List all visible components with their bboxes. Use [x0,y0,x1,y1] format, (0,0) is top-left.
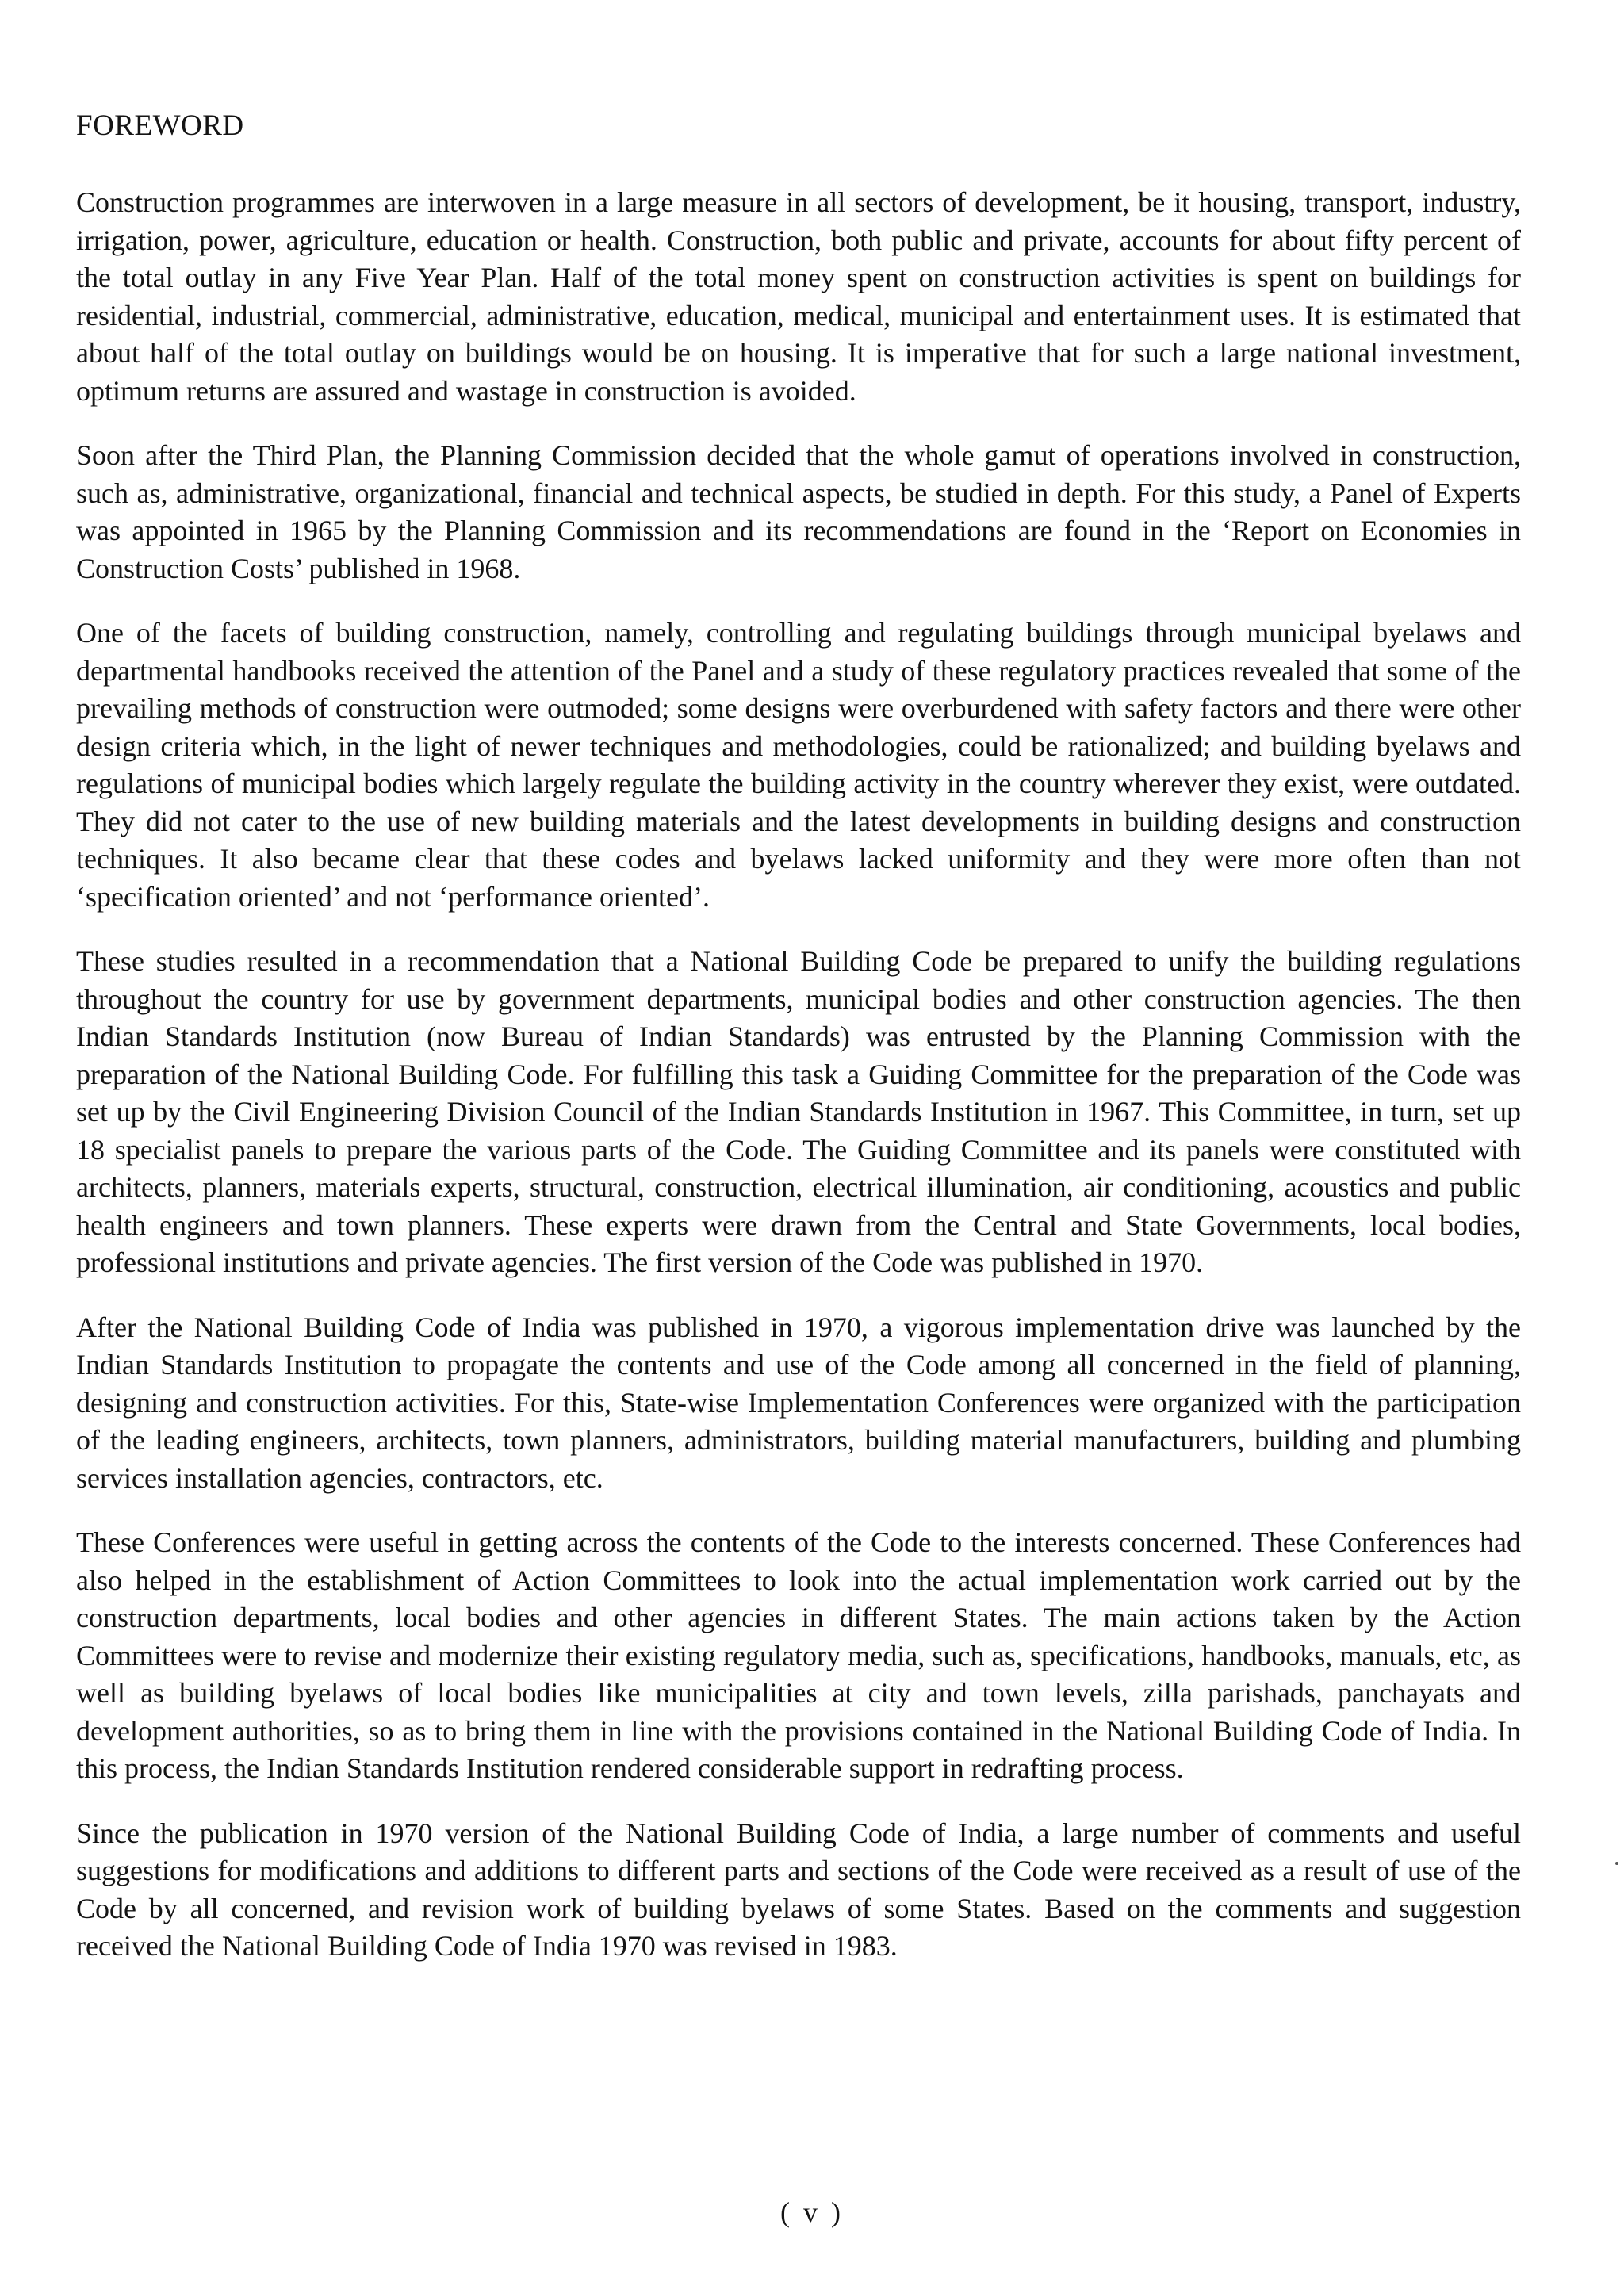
page-number: ( v ) [780,2196,844,2228]
body-text [76,184,1521,1993]
paragraph-conferences: These Conferences were useful in getting across the contents of the Code to the interests concerned. These Conferences had also helped in the establishment of Action Committees to look into the actual implementation work carried out by the construction departments, local bodies and other agencies in different States. The main actions taken by the Action Committees were to revise and modernize their existing regulatory media, such as, specifications, handbooks, manuals, etc, as well as building byelaws of local bodies like municipalities at city and town levels, zilla parishads, panchayats and development authorities, so as to bring them in line with the provisions contained in the National Building Code of India. In this process, the Indian Standards Institution rendered considerable support in redrafting process. [76,1526,1521,1784]
page-title: FOREWORD [76,109,244,142]
paragraph-building-regulation-facets: One of the facets of building construction, namely, controlling and regulating buildings through municipal byelaws and departmental handbooks received the attention of the Panel and a study of these regulatory practices revealed that some of the prevailing methods of construction were outmoded; some designs were overburdened with safety factors and there were other design criteria which, in the light of newer techniques and methodologies, could be rationalized; and building byelaws and regulations of municipal bodies which largely regulate the building activity in the country wherever they exist, were outdated. They did not cater to the use of new building materials and the latest developments in building designs and construction techniques. It also became clear that these codes and byelaws lacked uniformity and they were more often than not ‘specification oriented’ and not ‘performance oriented’. [76,617,1521,913]
paragraph-implementation-drive: After the National Building Code of India was published in 1970, a vigorous implementation drive was launched by the Indian Standards Institution to propagate the contents and use of the Code among all concerned in the field of planning, designing and construction activities. For this, State-wise Implementation Conferences were organized with the participation of the leading engineers, architects, town planners, administrators, building material manufacturers, building and plumbing services installation agencies, contractors, etc. [76,1311,1521,1494]
paragraph-code-recommendation: These studies resulted in a recommendation that a National Building Code be prepared to unify the building regulations throughout the country for use by government departments, municipal bodies and other construction agencies. The then Indian Standards Institution (now Bureau of Indian Standards) was entrusted by the Planning Commission with the preparation of the National Building Code. For fulfilling this task a Guiding Committee for the preparation of the Code was set up by the Civil Engineering Division Council of the Indian Standards Institution in 1967. This Committee, in turn, set up 18 specialist panels to prepare the various parts of the Code. The Guiding Committee and its panels were constituted with architects, planners, materials experts, structural, construction, electrical illumination, air conditioning, acoustics and public health engineers and town planners. These experts were drawn from the Central and State Governments, local bodies, professional institutions and private agencies. The first version of the Code was published in 1970. [76,945,1521,1278]
paragraph-construction-programmes: Construction programmes are interwoven in a large measure in all sectors of development, be it housing, transport, industry, irrigation, power, agriculture, education or health. Construction, both public and private, accounts for about fifty percent of the total outlay in any Five Year Plan. Half of the total money spent on construction activities is spent on buildings for residential, industrial, commercial, administrative, education, medical, municipal and entertainment uses. It is estimated that about half of the total outlay on buildings would be on housing. It is imperative that for such a large national investment, optimum returns are assured and wastage in construction is avoided. [76,186,1521,407]
paragraph-revision-1983: Since the publication in 1970 version of the National Building Code of India, a large number of comments and useful suggestions for modifications and additions to different parts and sections of the Code were received as a result of use of the Code by all concerned, and revision work of building byelaws of some States. Based on the comments and suggestion received the National Building Code of India 1970 was revised in 1983. [76,1817,1521,1962]
paragraph-third-plan: Soon after the Third Plan, the Planning Commission decided that the whole gamut of operations involved in construction, such as, administrative, organizational, financial and technical aspects, be studied in depth. For this study, a Panel of Experts was appointed in 1965 by the Planning Commission and its recommendations are found in the ‘Report on Economies in Construction Costs’ published in 1968. [76,439,1521,584]
scan-speck [1615,1862,1618,1865]
